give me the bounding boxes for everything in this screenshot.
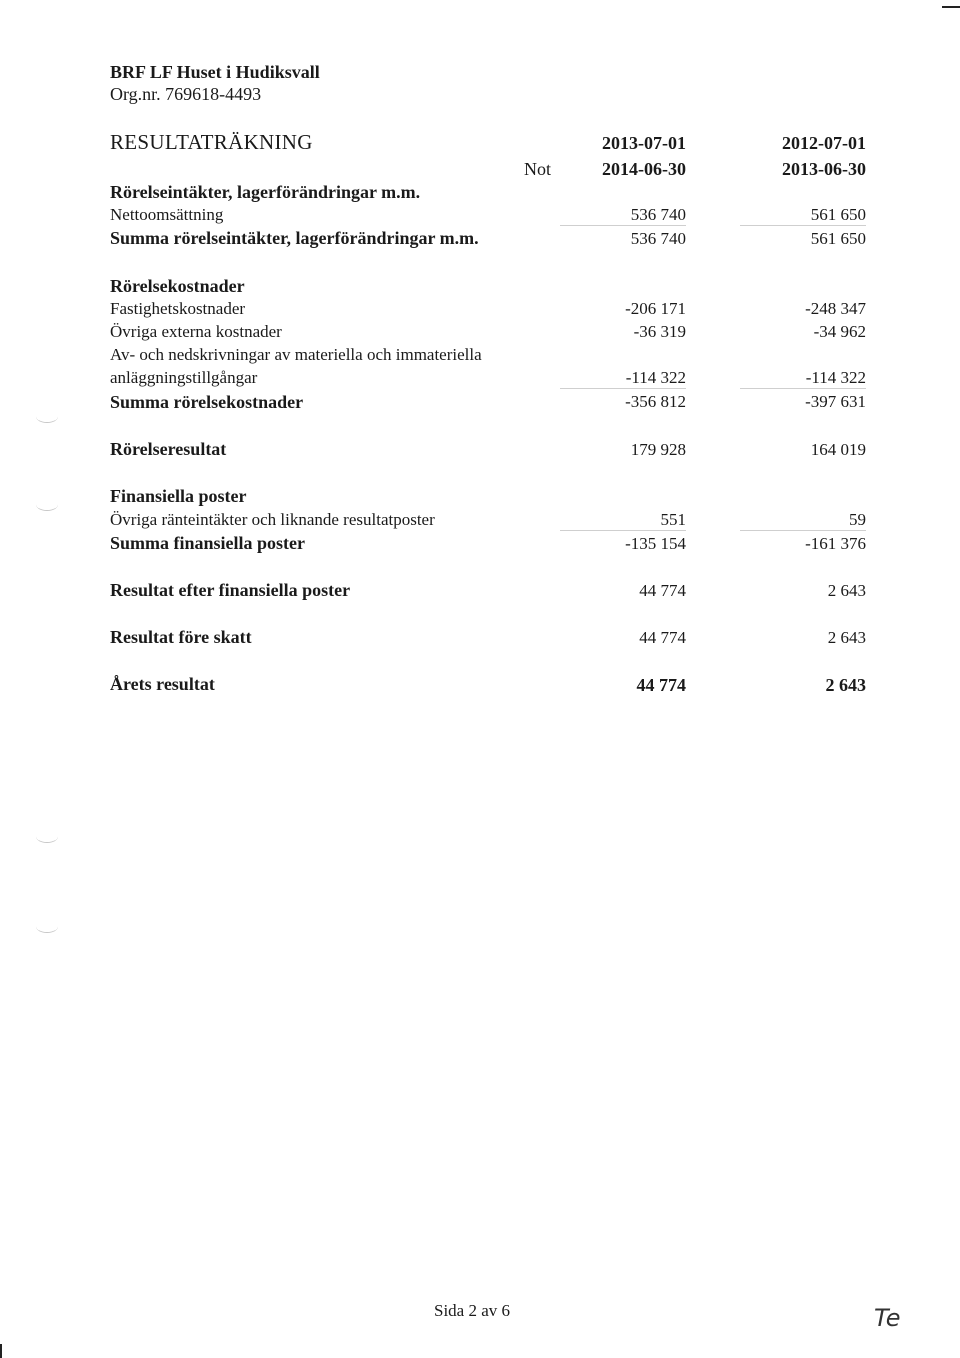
period-current-end: 2014-06-30 (602, 159, 686, 179)
financial-total-current: -135 154 (625, 534, 686, 553)
net-result-current: 44 774 (636, 675, 686, 695)
revenue-total-label: Summa rörelseintäkter, lagerförändringar m.m. (110, 228, 479, 248)
operating-result-current: 179 928 (630, 440, 686, 459)
interest-income-label: Övriga ränteintäkter och liknande resultatposter (110, 510, 435, 529)
external-costs-label: Övriga externa kostnader (110, 322, 282, 341)
page-number: Sida 2 av 6 (434, 1301, 511, 1320)
depreciation-current: -114 322 (560, 368, 686, 389)
property-costs-current: -206 171 (625, 299, 686, 318)
external-costs-prior: -34 962 (813, 322, 866, 341)
result-after-financial-current: 44 774 (639, 581, 686, 600)
note-column-header: Not (524, 159, 551, 179)
organization-number: Org.nr. 769618-4493 (110, 84, 262, 104)
net-sales-current: 536 740 (560, 205, 686, 226)
revenue-total-prior: 561 650 (810, 229, 866, 248)
punch-hole-mark (36, 920, 58, 933)
net-sales-label: Nettoomsättning (110, 205, 224, 224)
depreciation-prior: -114 322 (740, 368, 866, 389)
costs-total-current: -356 812 (625, 392, 686, 411)
depreciation-label-line1: Av- och nedskrivningar av materiella och immateriella (110, 345, 482, 364)
result-after-financial-prior: 2 643 (827, 581, 866, 600)
result-before-tax-label: Resultat före skatt (110, 627, 252, 647)
punch-hole-mark (36, 410, 58, 423)
interest-income-prior: 59 (740, 510, 866, 531)
costs-total-label: Summa rörelsekostnader (110, 392, 304, 412)
operating-result-prior: 164 019 (810, 440, 866, 459)
period-prior-start: 2012-07-01 (782, 133, 866, 153)
punch-hole-mark (36, 830, 58, 843)
result-after-financial-label: Resultat efter finansiella poster (110, 580, 351, 600)
interest-income-current: 551 (560, 510, 686, 531)
external-costs-current: -36 319 (633, 322, 686, 341)
financial-total-label: Summa finansiella poster (110, 533, 306, 553)
period-current-start: 2013-07-01 (602, 133, 686, 153)
punch-hole-mark (36, 498, 58, 511)
scan-edge-mark (942, 6, 960, 8)
financial-total-prior: -161 376 (805, 534, 866, 553)
revenue-heading: Rörelseintäkter, lagerförändringar m.m. (110, 182, 421, 202)
costs-heading: Rörelsekostnader (110, 276, 245, 296)
net-result-prior: 2 643 (825, 675, 866, 695)
organization-name: BRF LF Huset i Hudiksvall (110, 62, 320, 82)
property-costs-label: Fastighetskostnader (110, 299, 246, 318)
operating-result-label: Rörelseresultat (110, 439, 227, 459)
depreciation-label-line2: anläggningstillgångar (110, 368, 258, 387)
costs-total-prior: -397 631 (805, 392, 866, 411)
handwritten-initials: Te (874, 1304, 901, 1332)
net-sales-prior: 561 650 (740, 205, 866, 226)
net-result-label: Årets resultat (110, 674, 215, 694)
result-before-tax-current: 44 774 (639, 628, 686, 647)
financial-heading: Finansiella poster (110, 486, 247, 506)
report-title: RESULTATRÄKNING (110, 130, 313, 154)
property-costs-prior: -248 347 (805, 299, 866, 318)
scan-edge-mark (0, 1344, 2, 1358)
revenue-total-current: 536 740 (630, 229, 686, 248)
result-before-tax-prior: 2 643 (827, 628, 866, 647)
period-prior-end: 2013-06-30 (782, 159, 866, 179)
